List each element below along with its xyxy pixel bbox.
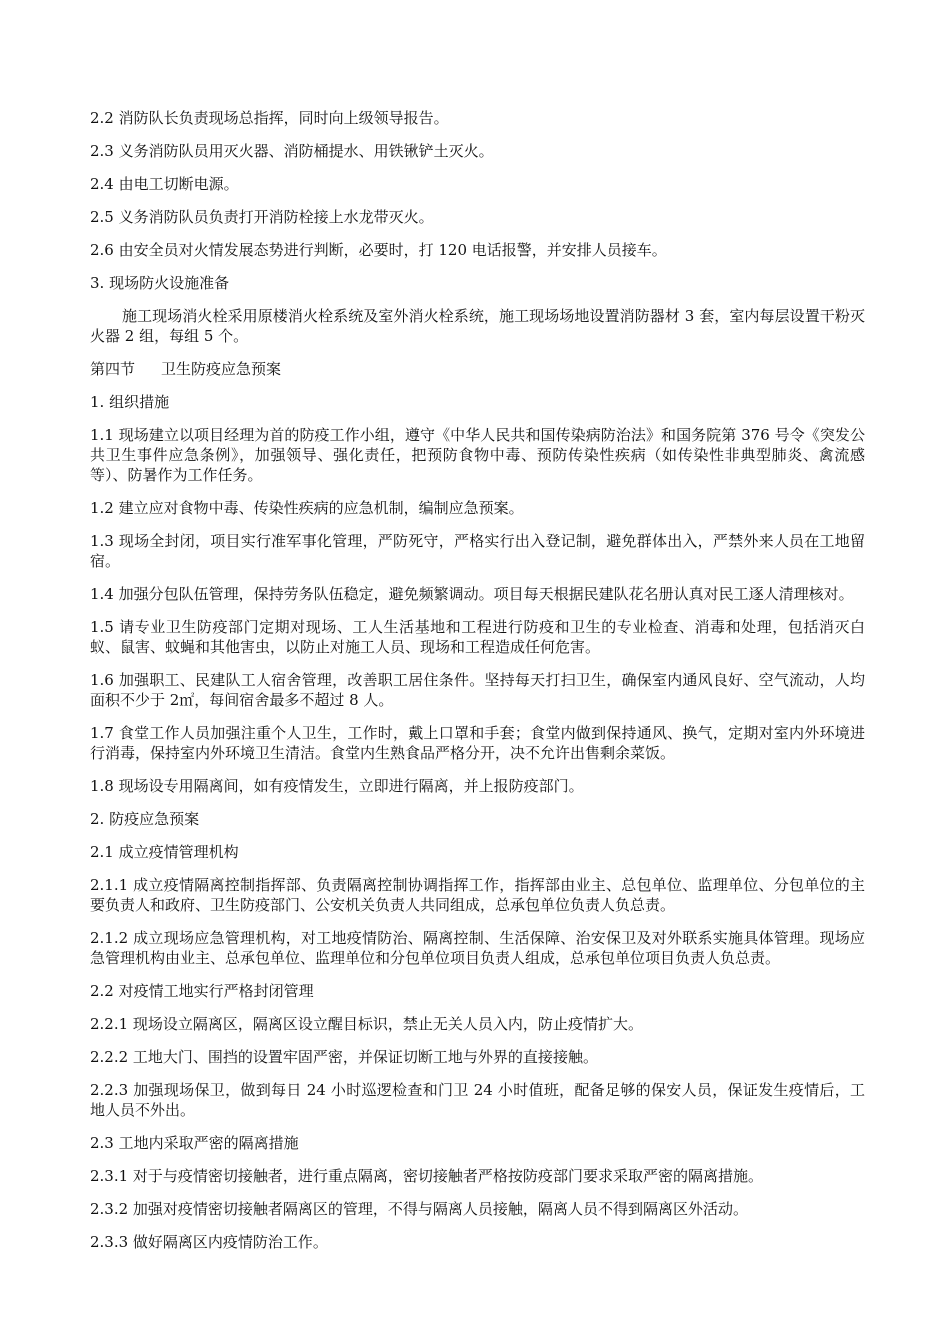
paragraph: 2.3.3 做好隔离区内疫情防治工作。 [90, 1233, 328, 1251]
paragraph: 2.3.2 加强对疫情密切接触者隔离区的管理，不得与隔离人员接触，隔离人员不得到隔离区外活动。 [90, 1200, 748, 1218]
paragraph: 1.7 食堂工作人员加强注重个人卫生，工作时，戴上口罩和手套；食堂内做到保持通风、换气，定期对室内外环境进行消毒，保持室内外环境卫生清洁。食堂内生熟食品严格分开，决不允许出售剩余菜饭。 [90, 724, 865, 762]
paragraph: 1.4 加强分包队伍管理，保持劳务队伍稳定，避免频繁调动。项目每天根据民建队花名册认真对民工逐人清理核对。 [90, 585, 854, 603]
subheading: 2.2 对疫情工地实行严格封闭管理 [90, 982, 314, 1000]
paragraph: 2.3.1 对于与疫情密切接触者，进行重点隔离，密切接触者严格按防疫部门要求采取严密的隔离措施。 [90, 1167, 763, 1185]
paragraph: 施工现场消火栓采用原楼消火栓系统及室外消火栓系统，施工现场场地设置消防器材 3 套，室内每层设置干粉灭火器 2 组，每组 5 个。 [90, 307, 865, 345]
paragraph: 2.2.3 加强现场保卫，做到每日 24 小时巡逻检查和门卫 24 小时值班，配备足够的保安人员，保证发生疫情后，工地人员不外出。 [90, 1081, 865, 1119]
paragraph: 1.5 请专业卫生防疫部门定期对现场、工人生活基地和工程进行防疫和卫生的专业检查、消毒和处理，包括消灭白蚁、鼠害、蚊蝇和其他害虫，以防止对施工人员、现场和工程造成任何危害。 [90, 618, 865, 656]
subheading: 2.3 工地内采取严密的隔离措施 [90, 1134, 299, 1152]
section-title: 卫生防疫应急预案 [161, 360, 282, 378]
paragraph: 2.6 由安全员对火情发展态势进行判断，必要时，打 120 电话报警，并安排人员接车。 [90, 241, 667, 259]
paragraph: 1.3 现场全封闭，项目实行准军事化管理，严防死守，严格实行出入登记制，避免群体出入，严禁外来人员在工地留宿。 [90, 532, 865, 570]
paragraph: 1.6 加强职工、民建队工人宿舍管理，改善职工居住条件。坚持每天打扫卫生，确保室内通风良好、空气流动，人均面积不少于 2㎡，每间宿舍最多不超过 8 人。 [90, 671, 865, 709]
subheading: 2.1 成立疫情管理机构 [90, 843, 239, 861]
paragraph: 2.4 由电工切断电源。 [90, 175, 239, 193]
heading: 2. 防疫应急预案 [90, 810, 200, 828]
paragraph: 2.2.1 现场设立隔离区，隔离区设立醒目标识，禁止无关人员入内，防止疫情扩大。 [90, 1015, 643, 1033]
paragraph: 2.2.2 工地大门、围挡的设置牢固严密，并保证切断工地与外界的直接接触。 [90, 1048, 598, 1066]
paragraph: 2.2 消防队长负责现场总指挥，同时向上级领导报告。 [90, 109, 449, 127]
heading: 3. 现场防火设施准备 [90, 274, 230, 292]
section-number: 第四节 [90, 360, 136, 378]
heading: 1. 组织措施 [90, 393, 170, 411]
paragraph: 2.5 义务消防队员负责打开消防栓接上水龙带灭火。 [90, 208, 434, 226]
paragraph: 1.1 现场建立以项目经理为首的防疫工作小组，遵守《中华人民共和国传染病防治法》和国务院第 376 号令《突发公共卫生事件应急条例》，加强领导、强化责任，把预防食物中毒、预防传染性疾病（如传染性非典型肺炎、禽流感等）、防暑作为工作任务。 [90, 426, 865, 484]
paragraph: 2.3 义务消防队员用灭火器、消防桶提水、用铁锹铲土灭火。 [90, 142, 494, 160]
paragraph: 2.1.1 成立疫情隔离控制指挥部、负责隔离控制协调指挥工作，指挥部由业主、总包单位、监理单位、分包单位的主要负责人和政府、卫生防疫部门、公安机关负责人共同组成，总承包单位负责人负总责。 [90, 876, 865, 914]
paragraph: 1.8 现场设专用隔离间，如有疫情发生，立即进行隔离，并上报防疫部门。 [90, 777, 584, 795]
section-heading [90, 359, 865, 379]
paragraph: 2.1.2 成立现场应急管理机构，对工地疫情防治、隔离控制、生活保障、治安保卫及对外联系实施具体管理。现场应急管理机构由业主、总承包单位、监理单位和分包单位项目负责人组成，总承包单位项目负责人负总责。 [90, 929, 865, 967]
paragraph: 1.2 建立应对食物中毒、传染性疾病的应急机制，编制应急预案。 [90, 499, 524, 517]
document-page [90, 108, 865, 1265]
